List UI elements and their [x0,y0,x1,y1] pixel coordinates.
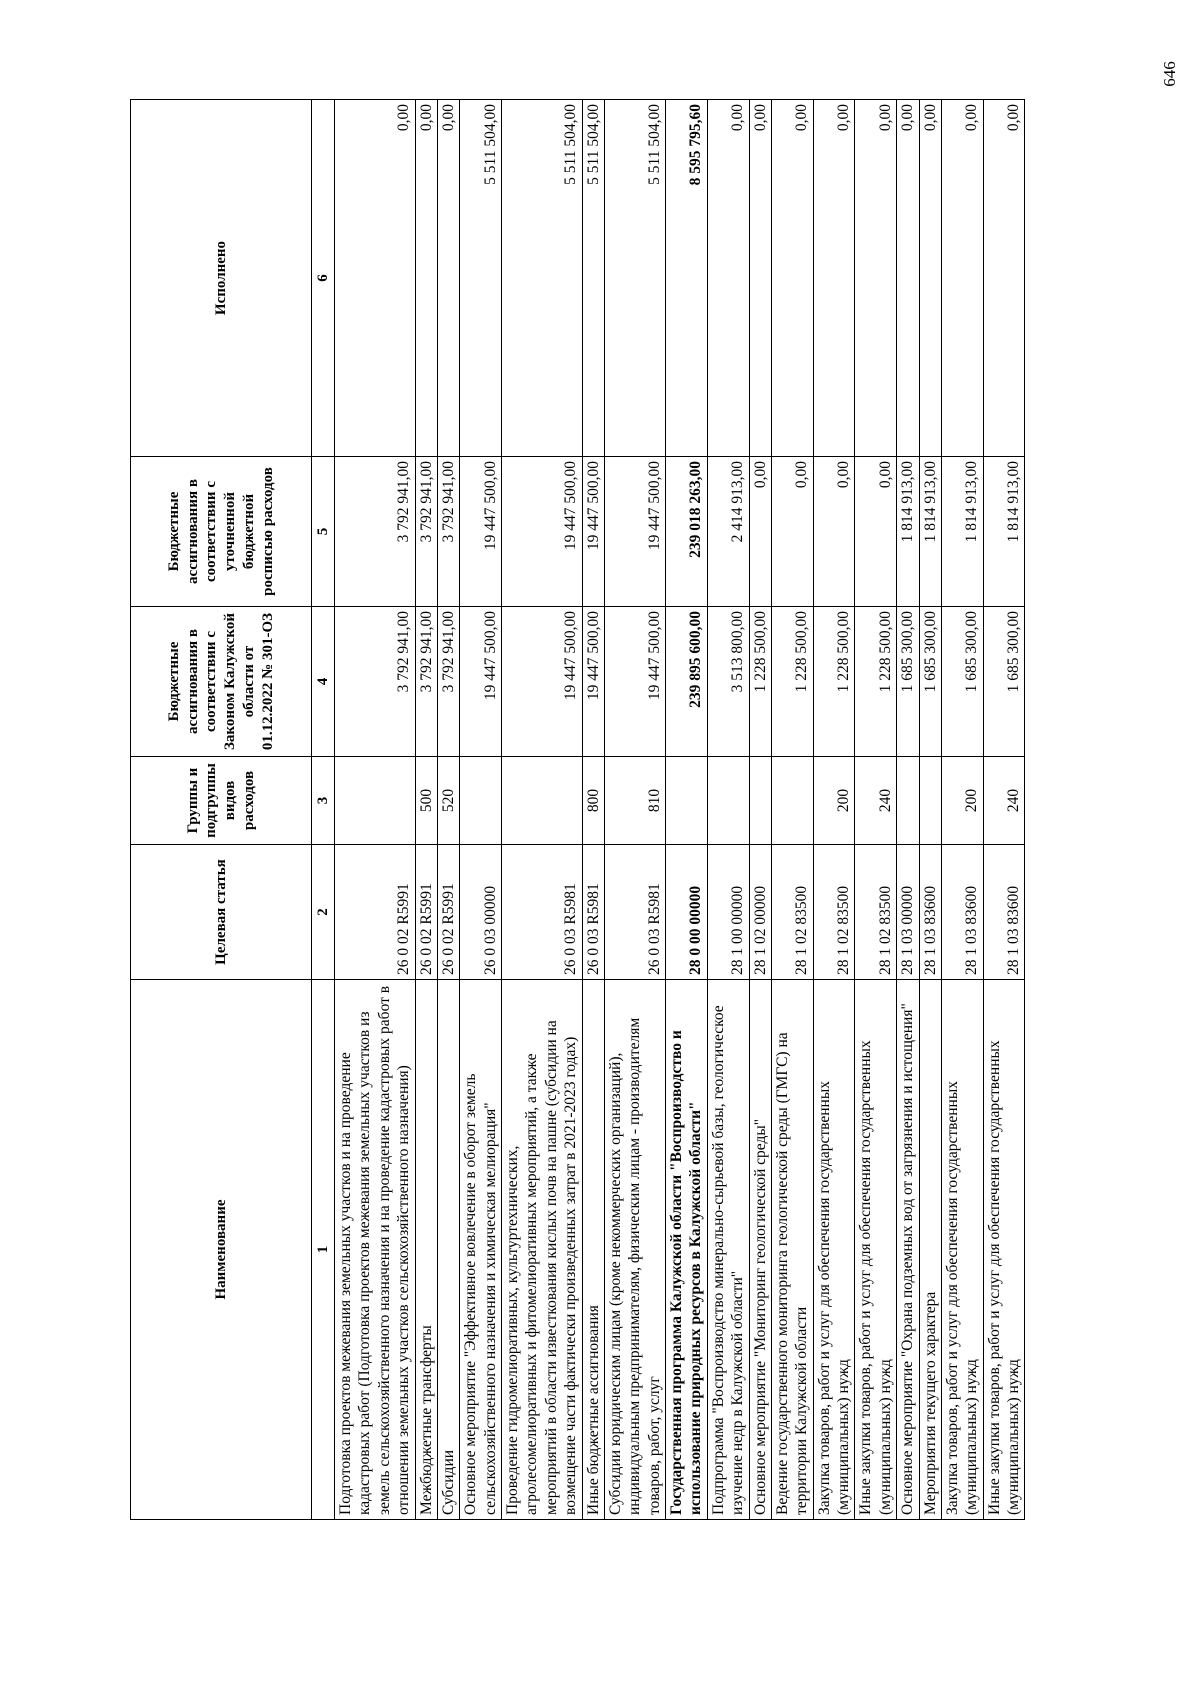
row-expense-group [460,757,502,845]
row-executed-amount: 5 511 504,00 [502,100,583,457]
header-expense-group: Группы и подгруппы видов расходов [131,757,312,845]
row-executed-amount: 5 511 504,00 [460,100,502,457]
row-executed-amount: 0,00 [749,100,771,457]
column-number: 5 [312,457,335,607]
header-executed: Исполнено [131,100,312,457]
row-expense-group: 500 [415,757,437,845]
row-revised-amount: 0,00 [749,457,771,607]
row-revised-amount: 19 447 500,00 [582,457,604,607]
row-target-article: 28 0 00 00000 [666,845,708,980]
row-expense-group [335,757,416,845]
row-law-amount: 239 895 600,00 [666,607,708,757]
row-executed-amount: 0,00 [771,100,813,457]
row-name: Основное мероприятие "Мониторинг геологической среды" [749,980,771,1520]
row-expense-group [897,757,919,845]
row-target-article: 28 1 03 83600 [941,845,983,980]
column-number: 3 [312,757,335,845]
row-revised-amount: 239 018 263,00 [666,457,708,607]
table-row [502,100,583,1520]
column-number: 2 [312,845,335,980]
table-row [460,100,502,1520]
row-law-amount: 19 447 500,00 [604,607,665,757]
row-law-amount: 3 513 800,00 [707,607,749,757]
row-law-amount: 19 447 500,00 [460,607,502,757]
table-row [897,100,919,1520]
row-name: Иные бюджетные ассигнования [582,980,604,1520]
row-revised-amount: 2 414 913,00 [707,457,749,607]
row-revised-amount: 1 814 913,00 [983,457,1025,607]
row-executed-amount: 0,00 [919,100,941,457]
rotated-table-container [130,100,1110,1520]
row-revised-amount: 1 814 913,00 [897,457,919,607]
row-law-amount: 1 228 500,00 [813,607,855,757]
row-target-article: 26 0 03 R5981 [604,845,665,980]
row-law-amount: 1 228 500,00 [855,607,897,757]
row-name: Иные закупки товаров, работ и услуг для обеспечения государственных (муниципальных) нужд [983,980,1025,1520]
row-revised-amount: 0,00 [855,457,897,607]
row-revised-amount: 0,00 [813,457,855,607]
table-row [582,100,604,1520]
row-expense-group: 200 [813,757,855,845]
row-executed-amount: 5 511 504,00 [604,100,665,457]
page-number: 646 [1159,61,1179,87]
header-row [131,100,312,1520]
table-row [941,100,983,1520]
row-expense-group [707,757,749,845]
row-law-amount: 3 792 941,00 [415,607,437,757]
row-law-amount: 19 447 500,00 [582,607,604,757]
table-row [415,100,437,1520]
row-expense-group [749,757,771,845]
row-executed-amount: 0,00 [813,100,855,457]
row-executed-amount: 0,00 [941,100,983,457]
row-name: Иные закупки товаров, работ и услуг для обеспечения государственных (муниципальных) нужд [855,980,897,1520]
row-name: Закупка товаров, работ и услуг для обеспечения государственных (муниципальных) нужд [941,980,983,1520]
row-target-article: 26 0 03 00000 [460,845,502,980]
row-name: Государственная программа Калужской области "Воспроизводство и использование природных ресурсов в Калужской области" [666,980,708,1520]
row-expense-group: 800 [582,757,604,845]
row-law-amount: 1 228 500,00 [749,607,771,757]
row-expense-group: 240 [983,757,1025,845]
row-executed-amount: 0,00 [335,100,416,457]
row-revised-amount: 19 447 500,00 [502,457,583,607]
table-row [666,100,708,1520]
row-name: Подпрограмма "Воспроизводство минерально-сырьевой базы, геологическое изучение недр в Калужской области" [707,980,749,1520]
header-target-article: Целевая статья [131,845,312,980]
row-executed-amount: 0,00 [707,100,749,457]
row-target-article: 26 0 02 R5991 [335,845,416,980]
row-expense-group [502,757,583,845]
table-row [749,100,771,1520]
row-revised-amount: 0,00 [771,457,813,607]
row-expense-group [771,757,813,845]
row-revised-amount: 3 792 941,00 [335,457,416,607]
row-name: Закупка товаров, работ и услуг для обеспечения государственных (муниципальных) нужд [813,980,855,1520]
row-revised-amount: 3 792 941,00 [415,457,437,607]
column-number-row [312,100,335,1520]
row-executed-amount: 0,00 [855,100,897,457]
budget-table [130,99,1025,1520]
table-row [335,100,416,1520]
header-name: Наименование [131,980,312,1520]
row-executed-amount: 8 595 795,60 [666,100,708,457]
table-body [335,100,1025,1520]
row-target-article: 28 1 02 83500 [771,845,813,980]
column-number: 1 [312,980,335,1520]
row-executed-amount: 0,00 [983,100,1025,457]
table-row [855,100,897,1520]
table-row [813,100,855,1520]
table-row [771,100,813,1520]
row-target-article: 28 1 00 00000 [707,845,749,980]
table-row [707,100,749,1520]
row-target-article: 26 0 02 R5991 [437,845,459,980]
table-row [437,100,459,1520]
row-executed-amount: 0,00 [897,100,919,457]
row-expense-group [666,757,708,845]
row-law-amount: 19 447 500,00 [502,607,583,757]
row-target-article: 28 1 02 83500 [855,845,897,980]
header-revised-allocations: Бюджетные ассигнования в соответствии с уточненной бюджетной росписью расходов [131,457,312,607]
row-revised-amount: 19 447 500,00 [604,457,665,607]
row-expense-group: 520 [437,757,459,845]
row-law-amount: 1 228 500,00 [771,607,813,757]
row-law-amount: 3 792 941,00 [437,607,459,757]
row-executed-amount: 0,00 [437,100,459,457]
row-revised-amount: 19 447 500,00 [460,457,502,607]
row-revised-amount: 3 792 941,00 [437,457,459,607]
row-name: Ведение государственного мониторинга геологической среды (ГМГС) на территории Калужской области [771,980,813,1520]
row-name: Основное мероприятие "Эффективное вовлечение в оборот земель сельскохозяйственного назначения и химическая мелиорация" [460,980,502,1520]
row-executed-amount: 5 511 504,00 [582,100,604,457]
row-name: Межбюджетные трансферты [415,980,437,1520]
row-expense-group: 240 [855,757,897,845]
row-target-article: 28 1 02 00000 [749,845,771,980]
table-row [983,100,1025,1520]
row-target-article: 28 1 03 00000 [897,845,919,980]
row-law-amount: 3 792 941,00 [335,607,416,757]
row-target-article: 28 1 02 83500 [813,845,855,980]
header-law-allocations: Бюджетные ассигнования в соответствии с Законом Калужской области от 01.12.2022 № 301-ОЗ [131,607,312,757]
table-row [604,100,665,1520]
row-target-article: 26 0 03 R5981 [502,845,583,980]
row-revised-amount: 1 814 913,00 [919,457,941,607]
row-law-amount: 1 685 300,00 [897,607,919,757]
row-target-article: 26 0 02 R5991 [415,845,437,980]
row-name: Основное мероприятие "Охрана подземных вод от загрязнения и истощения" [897,980,919,1520]
row-name: Мероприятия текущего характера [919,980,941,1520]
row-revised-amount: 1 814 913,00 [941,457,983,607]
row-name: Проведение гидромелиоративных, культуртехнических, агролесомелиоративных и фитомелиоративных мероприятий, а также мероприятий в области известкования кислых почв на пашне (субсидии на возмещение части фактически произведенных затрат в 2021-2023 годах) [502,980,583,1520]
row-target-article: 28 1 03 83600 [919,845,941,980]
column-number: 4 [312,607,335,757]
row-law-amount: 1 685 300,00 [919,607,941,757]
row-expense-group: 200 [941,757,983,845]
row-target-article: 26 0 03 R5981 [582,845,604,980]
row-name: Подготовка проектов межевания земельных участков и на проведение кадастровых работ (Подготовка проектов межевания земельных участков из земель сельскохозяйственного назначения и на проведение кадастровых работ в отношении земельных участков сельскохозяйственного назначения) [335,980,416,1520]
row-law-amount: 1 685 300,00 [941,607,983,757]
row-law-amount: 1 685 300,00 [983,607,1025,757]
row-target-article: 28 1 03 83600 [983,845,1025,980]
row-executed-amount: 0,00 [415,100,437,457]
table-row [919,100,941,1520]
row-expense-group [919,757,941,845]
row-name: Субсидии [437,980,459,1520]
column-number: 6 [312,100,335,457]
row-expense-group: 810 [604,757,665,845]
row-name: Субсидии юридическим лицам (кроме некоммерческих организаций), индивидуальным предпринимателям, физическим лицам - производителям товаров, работ, услуг [604,980,665,1520]
